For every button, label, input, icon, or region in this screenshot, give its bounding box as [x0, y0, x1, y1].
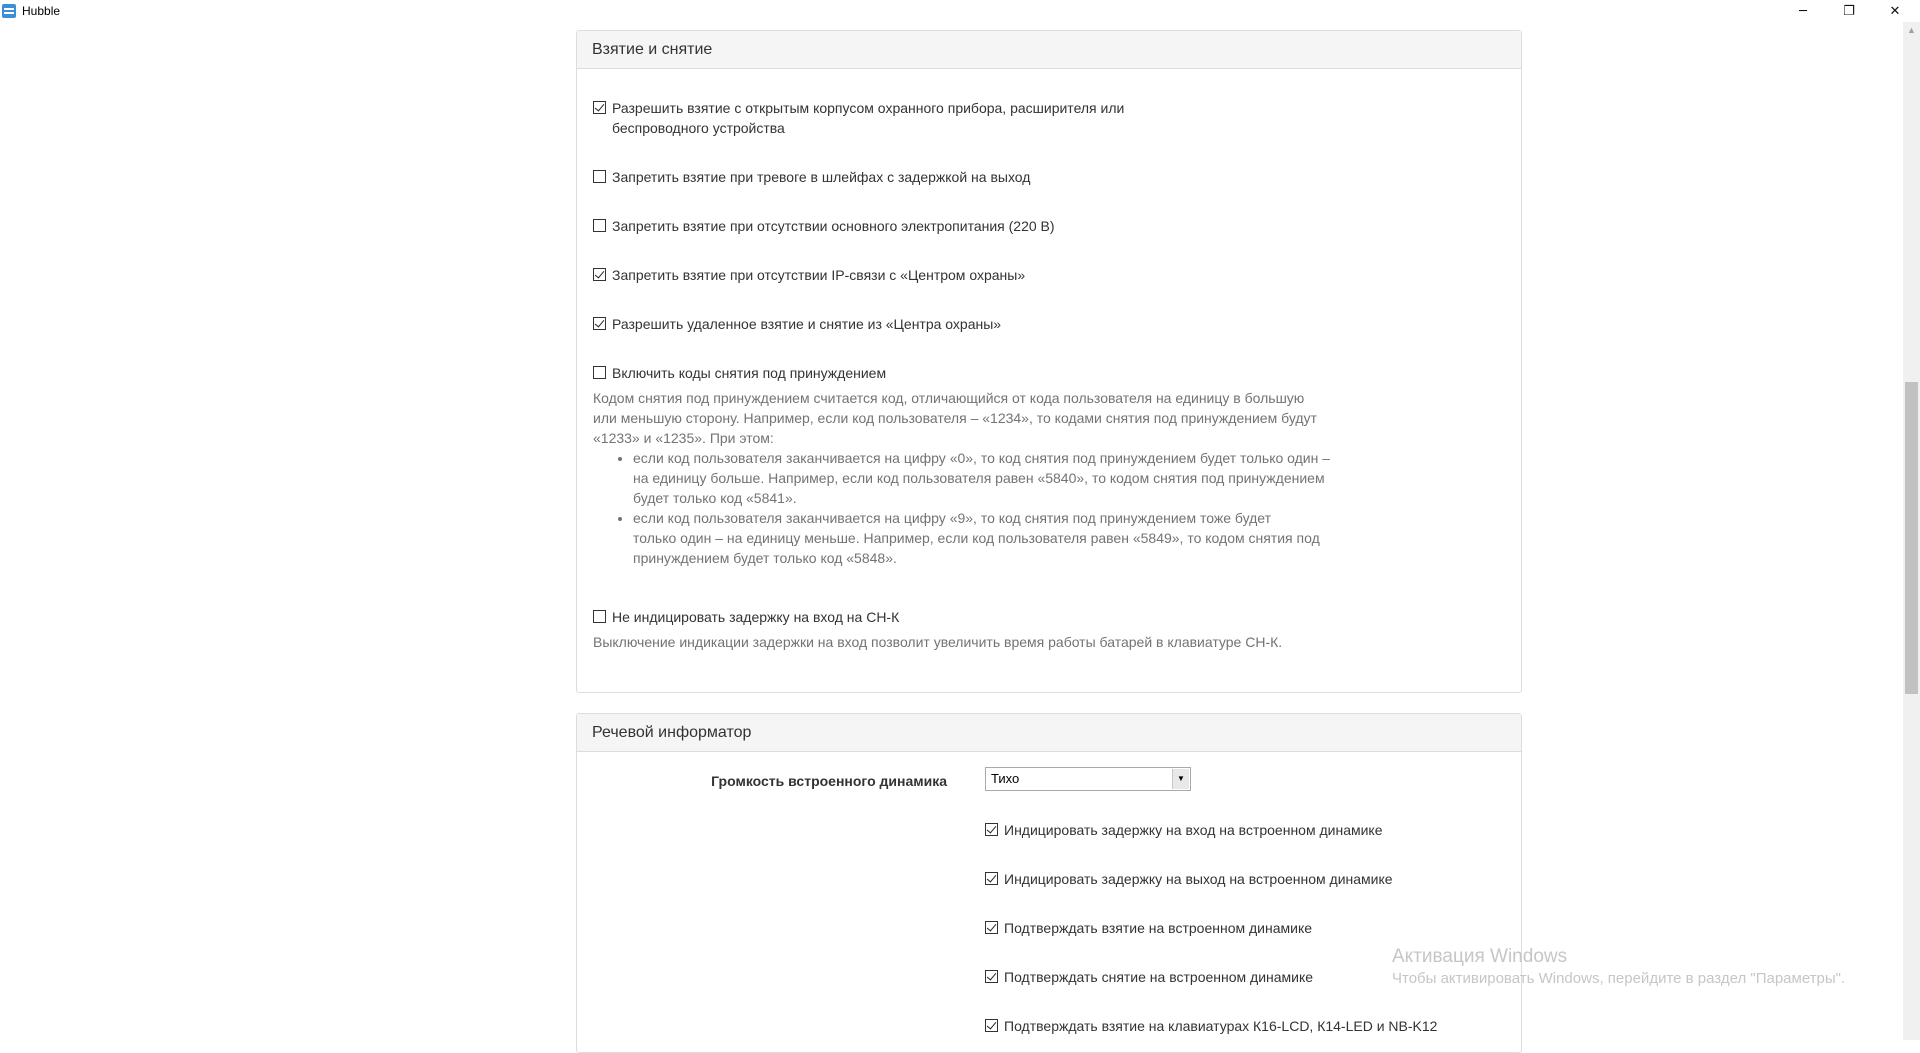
- arming-panel-heading: Взятие и снятие: [577, 31, 1521, 69]
- chevron-down-icon[interactable]: ▼: [1172, 769, 1189, 789]
- app-icon: [2, 4, 16, 18]
- checkbox-confirm-arming-keypads[interactable]: [985, 1019, 998, 1032]
- checkbox-row-alarm-exit-delay[interactable]: [593, 167, 1030, 187]
- checkbox-row-confirm-arming-speaker[interactable]: [985, 918, 1312, 938]
- checkbox-row-exit-delay-speaker[interactable]: [985, 869, 1393, 889]
- entry-delay-help-text: Выключение индикации задержки на вход позволит увеличить время работы батарей в клавиатуре СН-К.: [593, 634, 1283, 650]
- scrollbar-thumb[interactable]: [1905, 382, 1918, 694]
- checkbox-open-case[interactable]: [593, 101, 606, 114]
- close-button[interactable]: ✕: [1889, 3, 1901, 19]
- volume-select[interactable]: [985, 767, 1191, 791]
- help-list-item: [633, 508, 1330, 568]
- checkbox-entry-delay-sn-k[interactable]: [593, 610, 606, 623]
- checkbox-label: Индицировать задержку на выход на встроенном динамике: [1004, 871, 1393, 887]
- vertical-scrollbar[interactable]: [1903, 22, 1920, 1040]
- checkbox-label: Не индицировать задержку на вход на СН-К: [612, 609, 900, 625]
- checkbox-label: Разрешить взятие с открытым корпусом охранного прибора, расширителя или: [612, 100, 1125, 116]
- checkbox-label: Запретить взятие при тревоге в шлейфах с задержкой на выход: [612, 169, 1031, 185]
- checkbox-row-remote-arming[interactable]: [593, 314, 1001, 334]
- checkbox-row-entry-delay-speaker[interactable]: [985, 820, 1383, 840]
- checkbox-label: Запретить взятие при отсутствии IP-связи с «Центром охраны»: [612, 267, 1026, 283]
- checkbox-entry-delay-speaker[interactable]: [985, 823, 998, 836]
- checkbox-label: Подтверждать взятие на встроенном динамике: [1004, 920, 1313, 936]
- title-bar: [0, 0, 1920, 22]
- windows-activation-watermark: [1392, 946, 1845, 987]
- checkbox-confirm-disarming-speaker[interactable]: [985, 970, 998, 983]
- voice-panel: [576, 713, 1522, 1053]
- checkbox-exit-delay-speaker[interactable]: [985, 872, 998, 885]
- arming-panel: [576, 30, 1522, 693]
- checkbox-no-power[interactable]: [593, 219, 606, 232]
- help-line: или меньшую сторону. Например, если код пользователя – «1234», то кодами снятия под принуждением будут: [593, 410, 1317, 426]
- voice-panel-heading: Речевой информатор: [577, 714, 1521, 752]
- checkbox-label: Запретить взятие при отсутствии основного электропитания (220 В): [612, 218, 1055, 234]
- checkbox-row-confirm-arming-keypads[interactable]: [985, 1016, 1437, 1036]
- help-line: «1233» и «1235». При этом:: [593, 430, 774, 446]
- checkbox-label: Разрешить удаленное взятие и снятие из «Центра охраны»: [612, 316, 1002, 332]
- checkbox-row-open-case[interactable]: [593, 98, 1124, 138]
- help-line: если код пользователя заканчивается на цифру «0», то код снятия под принуждением будет только один –: [633, 450, 1331, 466]
- watermark-subtitle: Чтобы активировать Windows, перейдите в раздел "Параметры".: [1392, 970, 1846, 987]
- checkbox-remote-arming[interactable]: [593, 317, 606, 330]
- window-title: Hubble: [22, 4, 61, 18]
- checkbox-label: Подтверждать взятие на клавиатурах К16-LCD, К14-LED и NB-K12: [1004, 1018, 1438, 1034]
- help-line: только один – на единицу меньше. Например, если код пользователя равен «5849», то кодом снятия под: [633, 530, 1320, 546]
- help-line: будет только код «5841».: [633, 490, 797, 506]
- checkbox-duress-codes[interactable]: [593, 366, 606, 379]
- minimize-button[interactable]: ─: [1799, 3, 1807, 19]
- checkbox-label: Подтверждать снятие на встроенном динамике: [1004, 969, 1314, 985]
- volume-label: Громкость встроенного динамика: [711, 773, 947, 789]
- scroll-up-icon[interactable]: ▲: [1907, 25, 1916, 35]
- checkbox-label: Индицировать задержку на вход на встроенном динамике: [1004, 822, 1383, 838]
- checkbox-alarm-exit-delay[interactable]: [593, 170, 606, 183]
- checkbox-no-ip[interactable]: [593, 268, 606, 281]
- watermark-title: Активация Windows: [1392, 946, 1568, 967]
- checkbox-label-cont: беспроводного устройства: [612, 120, 785, 136]
- help-line: принуждением будет только код «5848».: [633, 550, 897, 566]
- checkbox-label: Включить коды снятия под принуждением: [612, 365, 887, 381]
- checkbox-row-duress-codes[interactable]: [593, 363, 886, 383]
- checkbox-confirm-arming-speaker[interactable]: [985, 921, 998, 934]
- duress-help-text: [593, 388, 1330, 568]
- help-line: Кодом снятия под принуждением считается код, отличающийся от кода пользователя на единицу в большую: [593, 390, 1305, 406]
- checkbox-row-confirm-disarming-speaker[interactable]: [985, 967, 1313, 987]
- restore-button[interactable]: ❐: [1843, 3, 1855, 19]
- help-line: на единицу больше. Например, если код пользователя равен «5840», то кодом снятия под принуждением: [633, 470, 1325, 486]
- help-list: [593, 448, 1330, 568]
- checkbox-row-no-ip[interactable]: [593, 265, 1025, 285]
- help-list-item: [633, 448, 1330, 508]
- checkbox-row-entry-delay-sn-k[interactable]: [593, 607, 899, 627]
- checkbox-row-no-power[interactable]: [593, 216, 1055, 236]
- volume-select-value: Тихо: [991, 771, 1020, 786]
- help-line: если код пользователя заканчивается на цифру «9», то код снятия под принуждением тоже будет: [633, 510, 1272, 526]
